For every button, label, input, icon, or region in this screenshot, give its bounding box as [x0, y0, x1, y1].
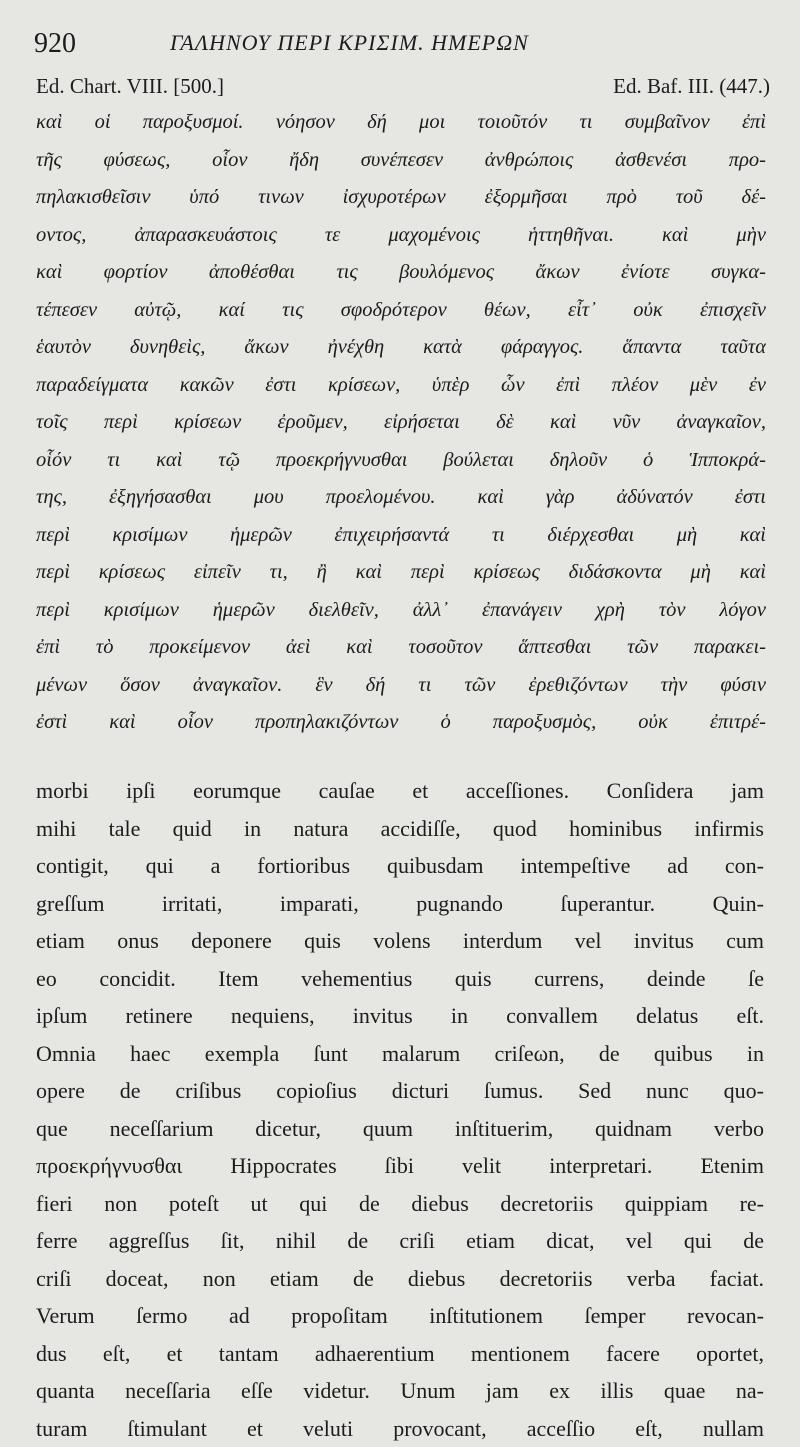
latin-line: dus eſt, et tantam adhaerentium mentionem facere oportet,: [36, 1335, 764, 1373]
greek-line: περὶ κρίσεως εἰπεῖν τι, ἢ καὶ περὶ κρίσεως διδάσκοντα μὴ καὶ: [36, 554, 766, 592]
latin-line: turam ſtimulant et veluti provocant, acceſſio eſt, nullam: [36, 1410, 764, 1447]
latin-line: etiam onus deponere quis volens interdum vel invitus cum: [36, 922, 764, 960]
latin-line: eo concidit. Item vehementius quis currens, deinde ſe: [36, 960, 764, 998]
edition-reference-left: Ed. Chart. VIII. [500.]: [36, 74, 224, 99]
latin-line: ferre aggreſſus ſit, nihil de criſi etiam dicat, vel qui de: [36, 1222, 764, 1260]
greek-line: της, ἐξηγήσασθαι μου προελομένου. καὶ γὰρ ἀδύνατόν ἐστι: [36, 479, 766, 517]
latin-line: προεκρήγνυσθαι Hippocrates ſibi velit interpretari. Etenim: [36, 1147, 764, 1185]
latin-line: ipſum retinere nequiens, invitus in convallem delatus eſt.: [36, 997, 764, 1035]
page-number: 920: [34, 28, 76, 60]
greek-line: τῆς φύσεως, οἷον ἤδη συνέπεσεν ἀνθρώποις ἀσθενέσι προ-: [36, 142, 766, 180]
latin-line: opere de criſibus copioſius dicturi ſumus. Sed nunc quo-: [36, 1072, 764, 1110]
edition-reference-right: Ed. Baf. III. (447.): [613, 74, 770, 99]
greek-line: οντος, ἀπαρασκευάστοις τε μαχομένοις ἡττηθῆναι. καὶ μὴν: [36, 217, 766, 255]
latin-line: Verum ſermo ad propoſitam inſtitutionem ſemper revocan-: [36, 1297, 764, 1335]
latin-text-block: [36, 772, 764, 1447]
greek-line: καὶ φορτίον ἀποθέσθαι τις βουλόμενος ἄκων ἐνίοτε συγκα-: [36, 254, 766, 292]
latin-line: quanta neceſſaria eſſe videtur. Unum jam ex illis quae na-: [36, 1372, 764, 1410]
greek-line: περὶ κρισίμων ἡμερῶν ἐπιχειρήσαντά τι διέρχεσθαι μὴ καὶ: [36, 517, 766, 555]
latin-line: contigit, qui a fortioribus quibusdam intempeſtive ad con-: [36, 847, 764, 885]
greek-line: ἐπὶ τὸ προκείμενον ἀεὶ καὶ τοσοῦτον ἅπτεσθαι τῶν παρακει-: [36, 629, 766, 667]
latin-line: que neceſſarium dicetur, quum inſtituerim, quidnam verbo: [36, 1110, 764, 1148]
greek-line: τέπεσεν αὐτῷ, καί τις σφοδρότερον θέων, εἶτ᾽ οὐκ ἐπισχεῖν: [36, 292, 766, 330]
greek-line: καὶ οἱ παροξυσμοί. νόησον δή μοι τοιοῦτόν τι συμβαῖνον ἐπὶ: [36, 104, 766, 142]
latin-line: criſi doceat, non etiam de diebus decretoriis verba faciat.: [36, 1260, 764, 1298]
greek-line: οἷόν τι καὶ τῷ προεκρήγνυσθαι βούλεται δηλοῦν ὁ Ἱπποκρά-: [36, 442, 766, 480]
latin-line: greſſum irritati, imparati, pugnando ſuperantur. Quin-: [36, 885, 764, 923]
latin-line: Omnia haec exempla ſunt malarum criſeωn, de quibus in: [36, 1035, 764, 1073]
greek-line: ἐστὶ καὶ οἷον προπηλακιζόντων ὁ παροξυσμὸς, οὐκ ἐπιτρέ-: [36, 704, 766, 742]
greek-line: μένων ὅσον ἀναγκαῖον. ἓν δή τι τῶν ἐρεθιζόντων τὴν φύσιν: [36, 667, 766, 705]
latin-line: morbi ipſi eorumque cauſae et acceſſiones. Conſidera jam: [36, 772, 764, 810]
greek-text-block: [36, 104, 766, 742]
running-title: ΓΑΛΗΝΟΥ ΠΕΡΙ ΚΡΙΣΙΜ. ΗΜΕΡΩΝ: [170, 30, 529, 56]
greek-line: ἑαυτὸν δυνηθεὶς, ἄκων ἠνέχθη κατὰ φάραγγος. ἅπαντα ταῦτα: [36, 329, 766, 367]
greek-line: περὶ κρισίμων ἡμερῶν διελθεῖν, ἀλλ᾽ ἐπανάγειν χρὴ τὸν λόγον: [36, 592, 766, 630]
greek-line: παραδείγματα κακῶν ἐστι κρίσεων, ὑπὲρ ὧν ἐπὶ πλέον μὲν ἐν: [36, 367, 766, 405]
latin-line: fieri non poteſt ut qui de diebus decretoriis quippiam re-: [36, 1185, 764, 1223]
greek-line: πηλακισθεῖσιν ὑπό τινων ἰσχυροτέρων ἐξορμῆσαι πρὸ τοῦ δέ-: [36, 179, 766, 217]
latin-line: mihi tale quid in natura accidiſſe, quod hominibus infirmis: [36, 810, 764, 848]
greek-line: τοῖς περὶ κρίσεων ἐροῦμεν, εἰρήσεται δὲ καὶ νῦν ἀναγκαῖον,: [36, 404, 766, 442]
